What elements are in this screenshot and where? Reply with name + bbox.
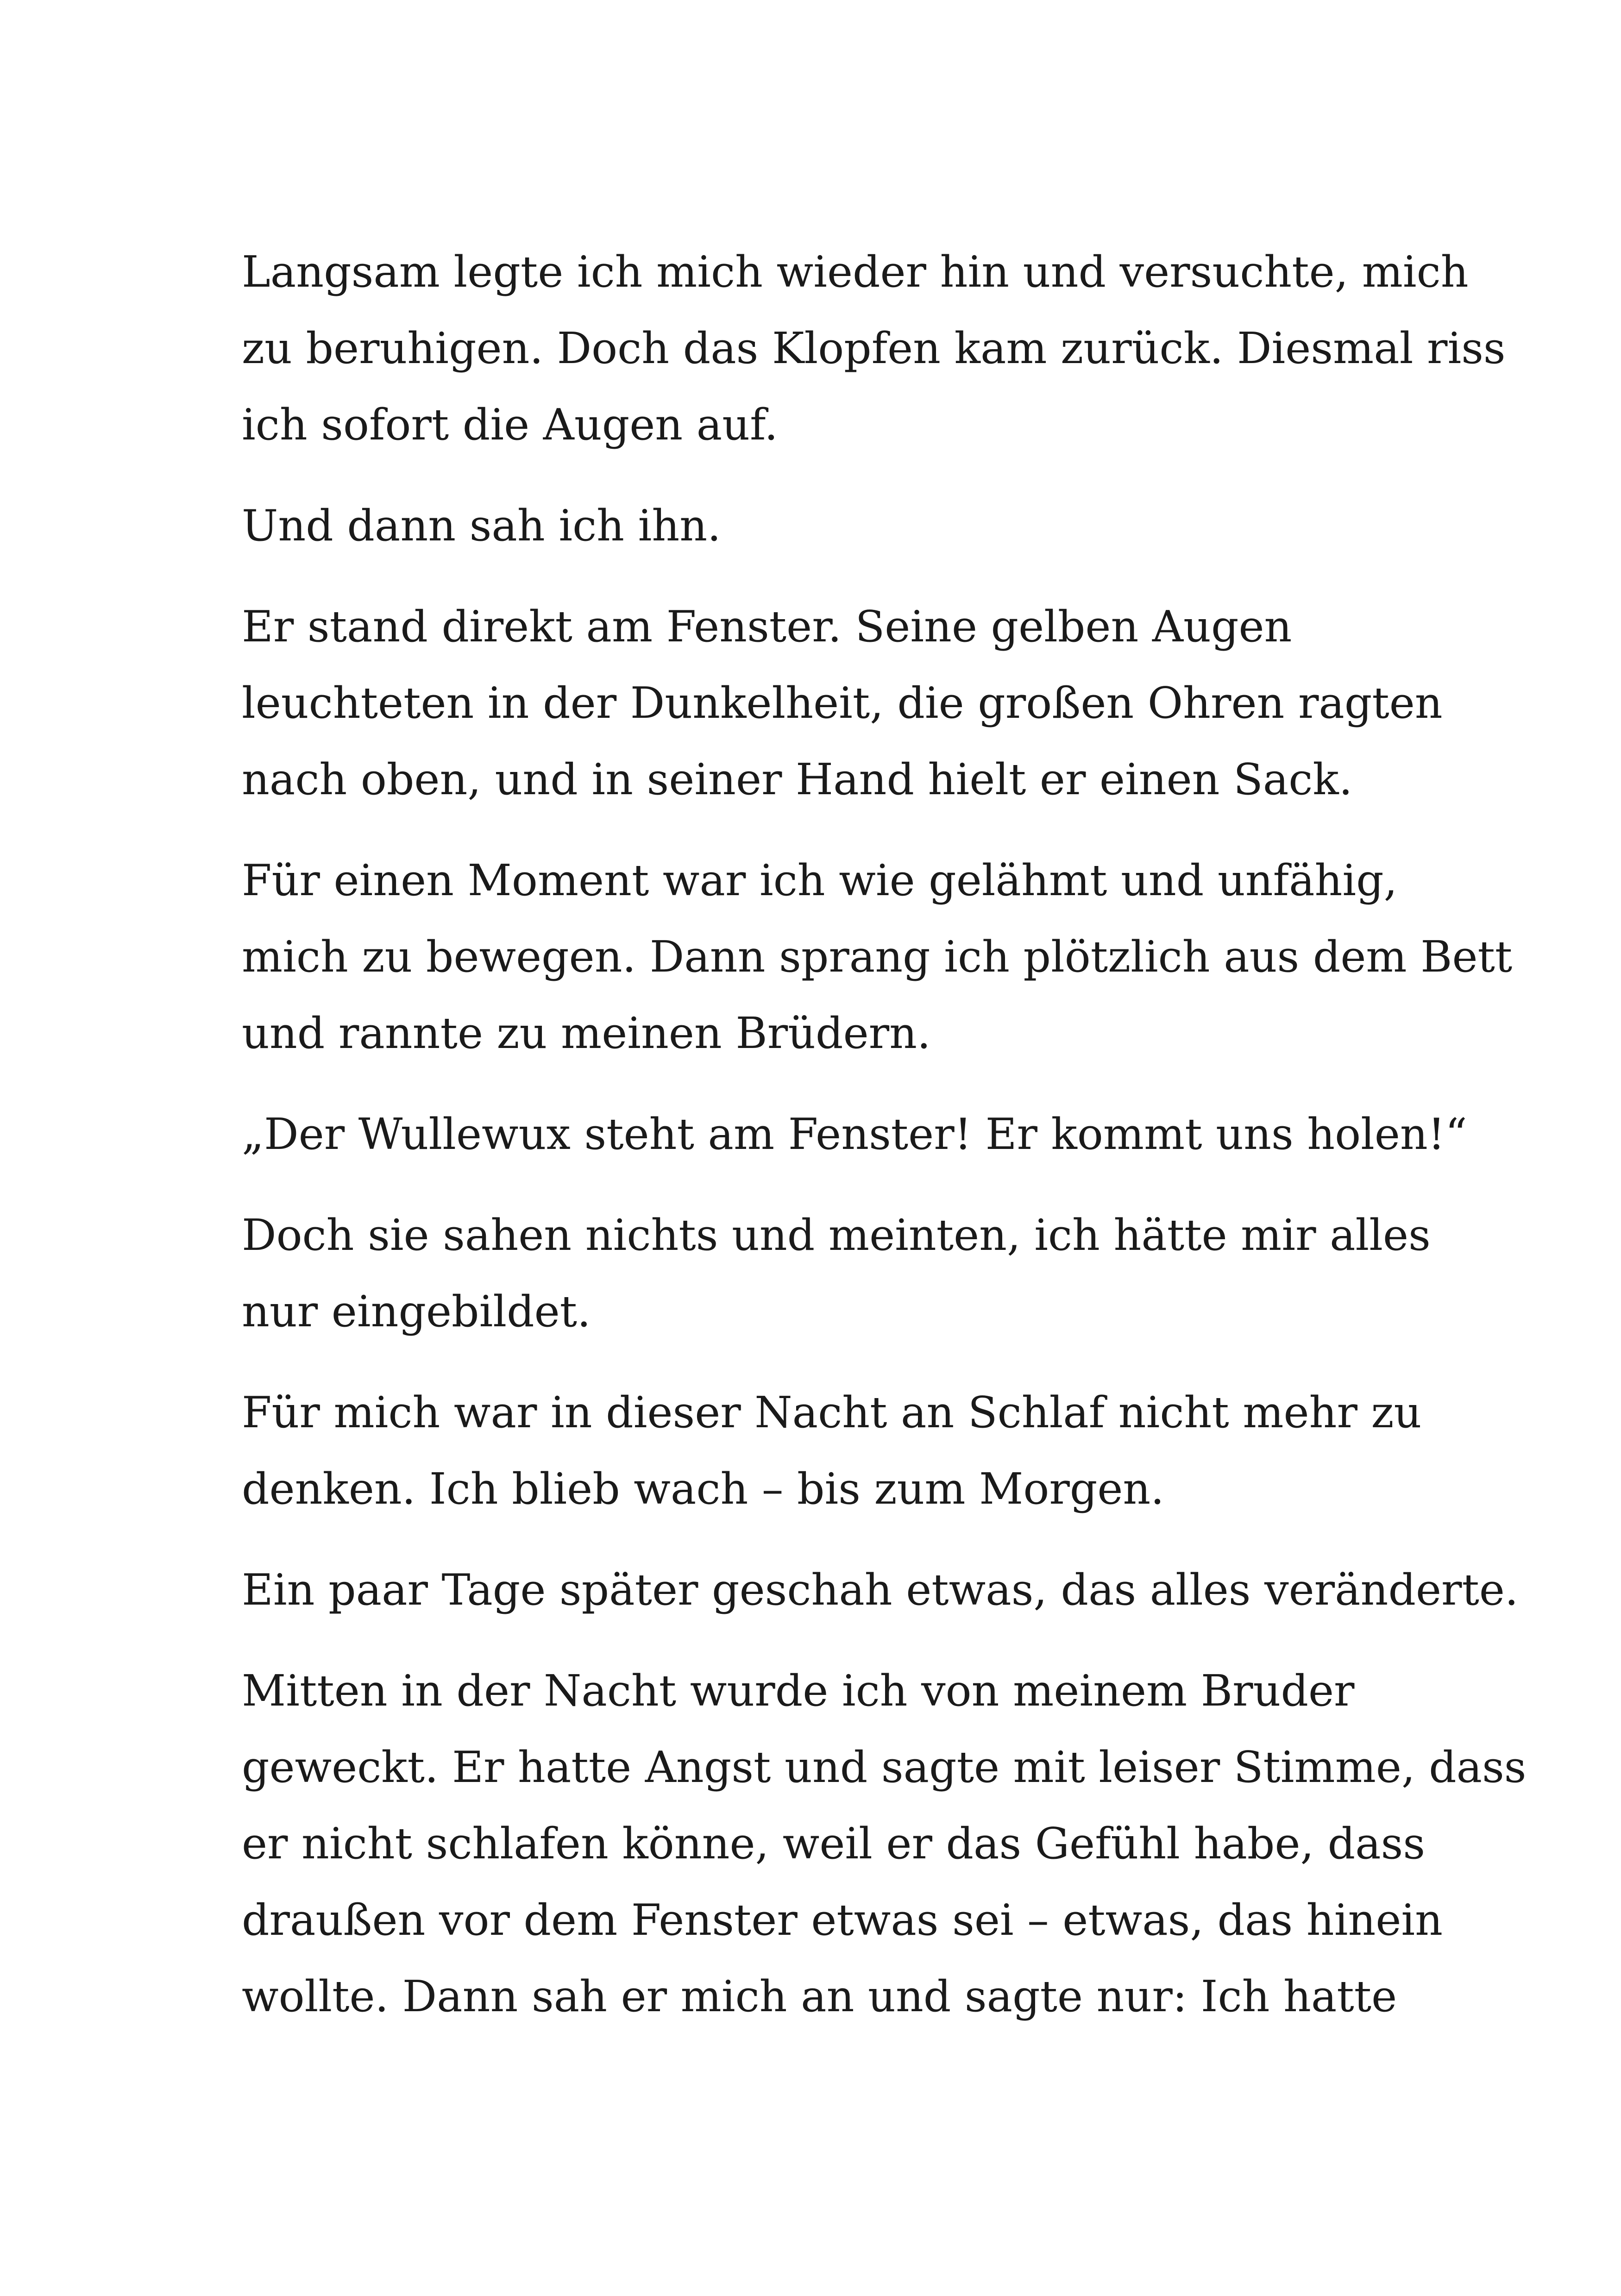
text-line: „Der Wullewux steht am Fenster! Er kommt uns holen!“: [242, 1109, 1467, 1159]
text-line: nach oben, und in seiner Hand hielt er einen Sack.: [242, 754, 1353, 804]
paragraph-1: [242, 234, 1506, 463]
paragraph-2: [242, 488, 1492, 564]
paragraph-7: [242, 1374, 1492, 1527]
paragraph-9: [242, 1653, 1527, 2035]
text-line: Für mich war in dieser Nacht an Schlaf nicht mehr zu: [242, 1387, 1422, 1437]
paragraph-8: [242, 1552, 1519, 1628]
text-line: und rannte zu meinen Brüdern.: [242, 1008, 931, 1058]
text-line: Er stand direkt am Fenster. Seine gelben Augen: [242, 602, 1292, 652]
text-line: geweckt. Er hatte Angst und sagte mit leiser Stimme, dass: [242, 1742, 1527, 1792]
text-line: Und dann sah ich ihn.: [242, 501, 721, 551]
text-line: mich zu bewegen. Dann sprang ich plötzlich aus dem Bett: [242, 932, 1513, 982]
text-line: Doch sie sahen nichts und meinten, ich hätte mir alles: [242, 1210, 1431, 1260]
paragraph-5: [242, 1096, 1492, 1173]
text-line: leuchteten in der Dunkelheit, die großen Ohren ragten: [242, 678, 1443, 728]
text-line: Ein paar Tage später geschah etwas, das alles veränderte.: [242, 1565, 1519, 1615]
paragraph-3: [242, 589, 1492, 818]
text-line: Mitten in der Nacht wurde ich von meinem Bruder: [242, 1666, 1355, 1716]
text-line: nur eingebildet.: [242, 1286, 591, 1336]
text-line: zu beruhigen. Doch das Klopfen kam zurück. Diesmal riss: [242, 323, 1506, 373]
text-line: Für einen Moment war ich wie gelähmt und unfähig,: [242, 855, 1398, 905]
paragraph-6: [242, 1197, 1492, 1350]
text-line: draußen vor dem Fenster etwas sei – etwas, das hinein: [242, 1895, 1443, 1945]
text-line: Langsam legte ich mich wieder hin und versuchte, mich: [242, 247, 1469, 297]
story-text: [242, 234, 1527, 2059]
text-line: ich sofort die Augen auf.: [242, 400, 778, 450]
text-line: wollte. Dann sah er mich an und sagte nur: Ich hatte: [242, 1971, 1397, 2021]
text-line: denken. Ich blieb wach – bis zum Morgen.: [242, 1464, 1164, 1514]
text-line: er nicht schlafen könne, weil er das Gefühl habe, dass: [242, 1819, 1426, 1869]
paragraph-4: [242, 842, 1513, 1072]
